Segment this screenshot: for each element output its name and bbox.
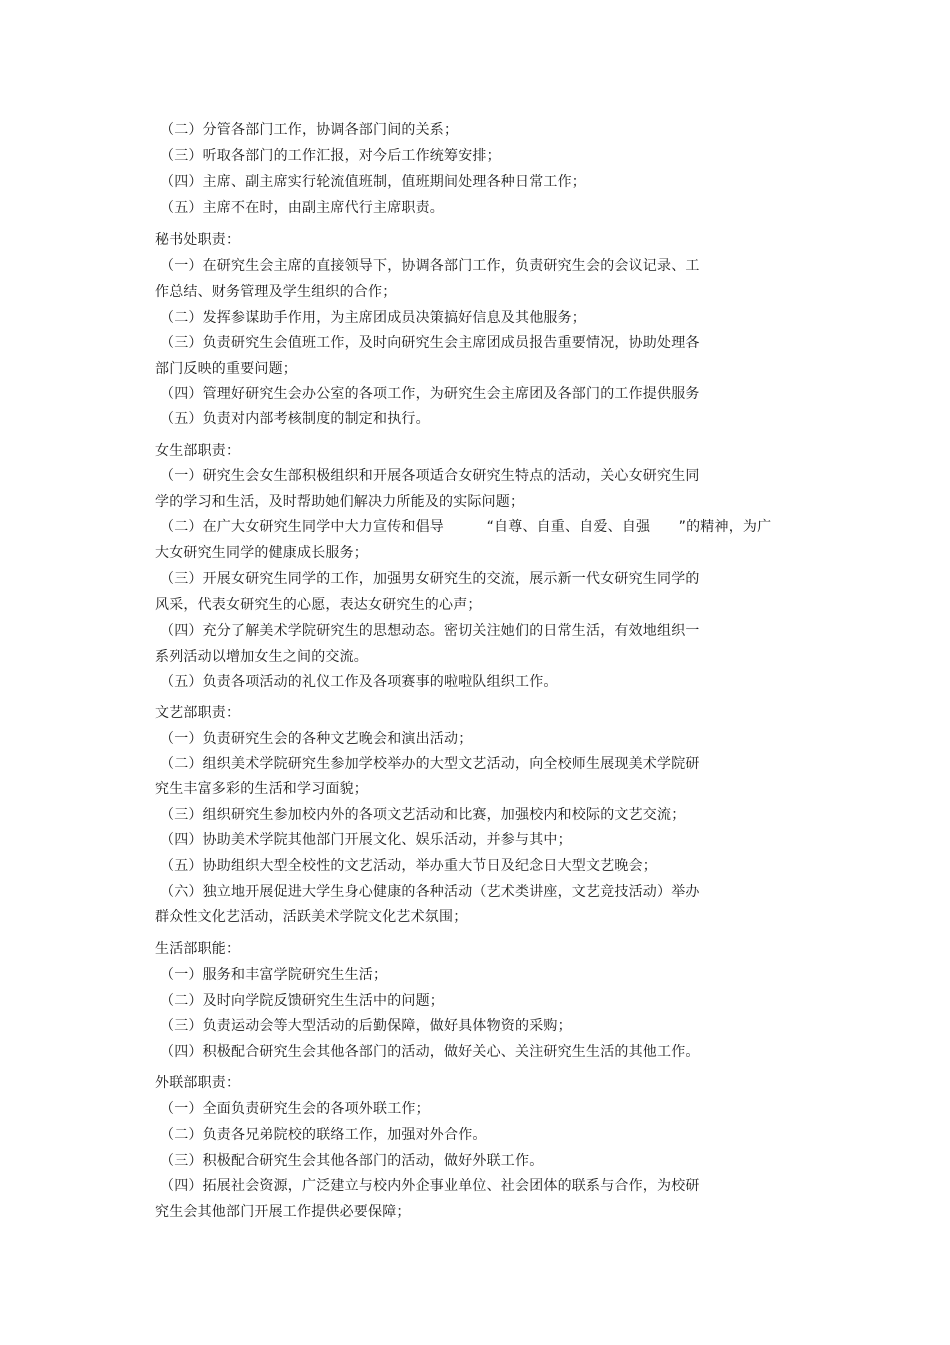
text-line: （三）负责研究生会值班工作，及时向研究生会主席团成员报告重要情况，协助处理各 — [160, 335, 700, 351]
text-line: 究生会其他部门开展工作提供必要保障； — [155, 1204, 411, 1220]
text-line: （一）负责研究生会的各种文艺晚会和演出活动； — [160, 731, 473, 747]
text-line: （二）分管各部门工作，协调各部门间的关系； — [160, 122, 459, 138]
text-line: （四）管理好研究生会办公室的各项工作，为研究生会主席团及各部门的工作提供服务 — [160, 386, 700, 402]
text-line: （三）听取各部门的工作汇报，对今后工作统筹安排； — [160, 148, 501, 164]
text-line: （四）充分了解美术学院研究生的思想动态。密切关注她们的日常生活，有效地组织一 — [160, 623, 700, 639]
text-line: （一）服务和丰富学院研究生生活； — [160, 967, 388, 983]
text-line: （二）组织美术学院研究生参加学校举办的大型文艺活动，向全校师生展现美术学院研 — [160, 756, 700, 772]
text-line: 究生丰富多彩的生活和学习面貌； — [155, 781, 368, 797]
text-line: （三）组织研究生参加校内外的各项文艺活动和比赛，加强校内和校际的文艺交流； — [160, 807, 686, 823]
text-line: （一）研究生会女生部积极组织和开展各项适合女研究生特点的活动，关心女研究生同 — [160, 468, 700, 484]
text-line: （二）负责各兄弟院校的联络工作，加强对外合作。 — [160, 1127, 487, 1143]
text-line: （四）协助美术学院其他部门开展文化、娱乐活动，并参与其中； — [160, 832, 572, 848]
section-heading: 秘书处职责： — [155, 232, 241, 248]
text-line: 学的学习和生活，及时帮助她们解决力所能及的实际问题； — [155, 494, 525, 510]
text-line: 作总结、财务管理及学生组织的合作； — [155, 284, 397, 300]
text-line: （二）在广大女研究生同学中大力宣传和倡导 “自尊、自重、自爱、自强 ”的精神，为广 — [160, 519, 772, 535]
text-line: （五）负责对内部考核制度的制定和执行。 — [160, 411, 430, 427]
text-line: （五）协助组织大型全校性的文艺活动，举办重大节日及纪念日大型文艺晚会； — [160, 858, 657, 874]
section-heading: 文艺部职责： — [155, 705, 241, 721]
text-line: （五）主席不在时，由副主席代行主席职责。 — [160, 200, 444, 216]
text-line: （四）主席、副主席实行轮流值班制，值班期间处理各种日常工作； — [160, 174, 586, 190]
text-line: 系列活动以增加女生之间的交流。 — [155, 649, 368, 665]
text-line: （三）积极配合研究生会其他各部门的活动，做好外联工作。 — [160, 1153, 544, 1169]
text-line: 风采，代表女研究生的心愿，表达女研究生的心声； — [155, 597, 482, 613]
section-heading: 女生部职责： — [155, 443, 241, 459]
text-line: （四）积极配合研究生会其他各部门的活动，做好关心、关注研究生生活的其他工作。 — [160, 1044, 700, 1060]
text-line: （二）及时向学院反馈研究生生活中的问题； — [160, 993, 444, 1009]
text-line: （二）发挥参谋助手作用，为主席团成员决策搞好信息及其他服务； — [160, 310, 586, 326]
text-line: 大女研究生同学的健康成长服务； — [155, 545, 368, 561]
text-line: 部门反映的重要问题； — [155, 361, 297, 377]
text-line: （五）负责各项活动的礼仪工作及各项赛事的啦啦队组织工作。 — [160, 674, 558, 690]
text-line: （一）全面负责研究生会的各项外联工作； — [160, 1101, 430, 1117]
text-line: （四）拓展社会资源，广泛建立与校内外企事业单位、社会团体的联系与合作，为校研 — [160, 1178, 700, 1194]
text-line: （六）独立地开展促进大学生身心健康的各种活动（艺术类讲座，文艺竞技活动）举办 — [160, 884, 700, 900]
text-line: 群众性文化艺活动，活跃美术学院文化艺术氛围； — [155, 909, 468, 925]
text-line: （三）开展女研究生同学的工作，加强男女研究生的交流，展示新一代女研究生同学的 — [160, 571, 700, 587]
section-heading: 外联部职责： — [155, 1075, 241, 1091]
section-heading: 生活部职能： — [155, 941, 241, 957]
text-line: （三）负责运动会等大型活动的后勤保障，做好具体物资的采购； — [160, 1018, 572, 1034]
text-line: （一）在研究生会主席的直接领导下，协调各部门工作，负责研究生会的会议记录、工 — [160, 258, 700, 274]
